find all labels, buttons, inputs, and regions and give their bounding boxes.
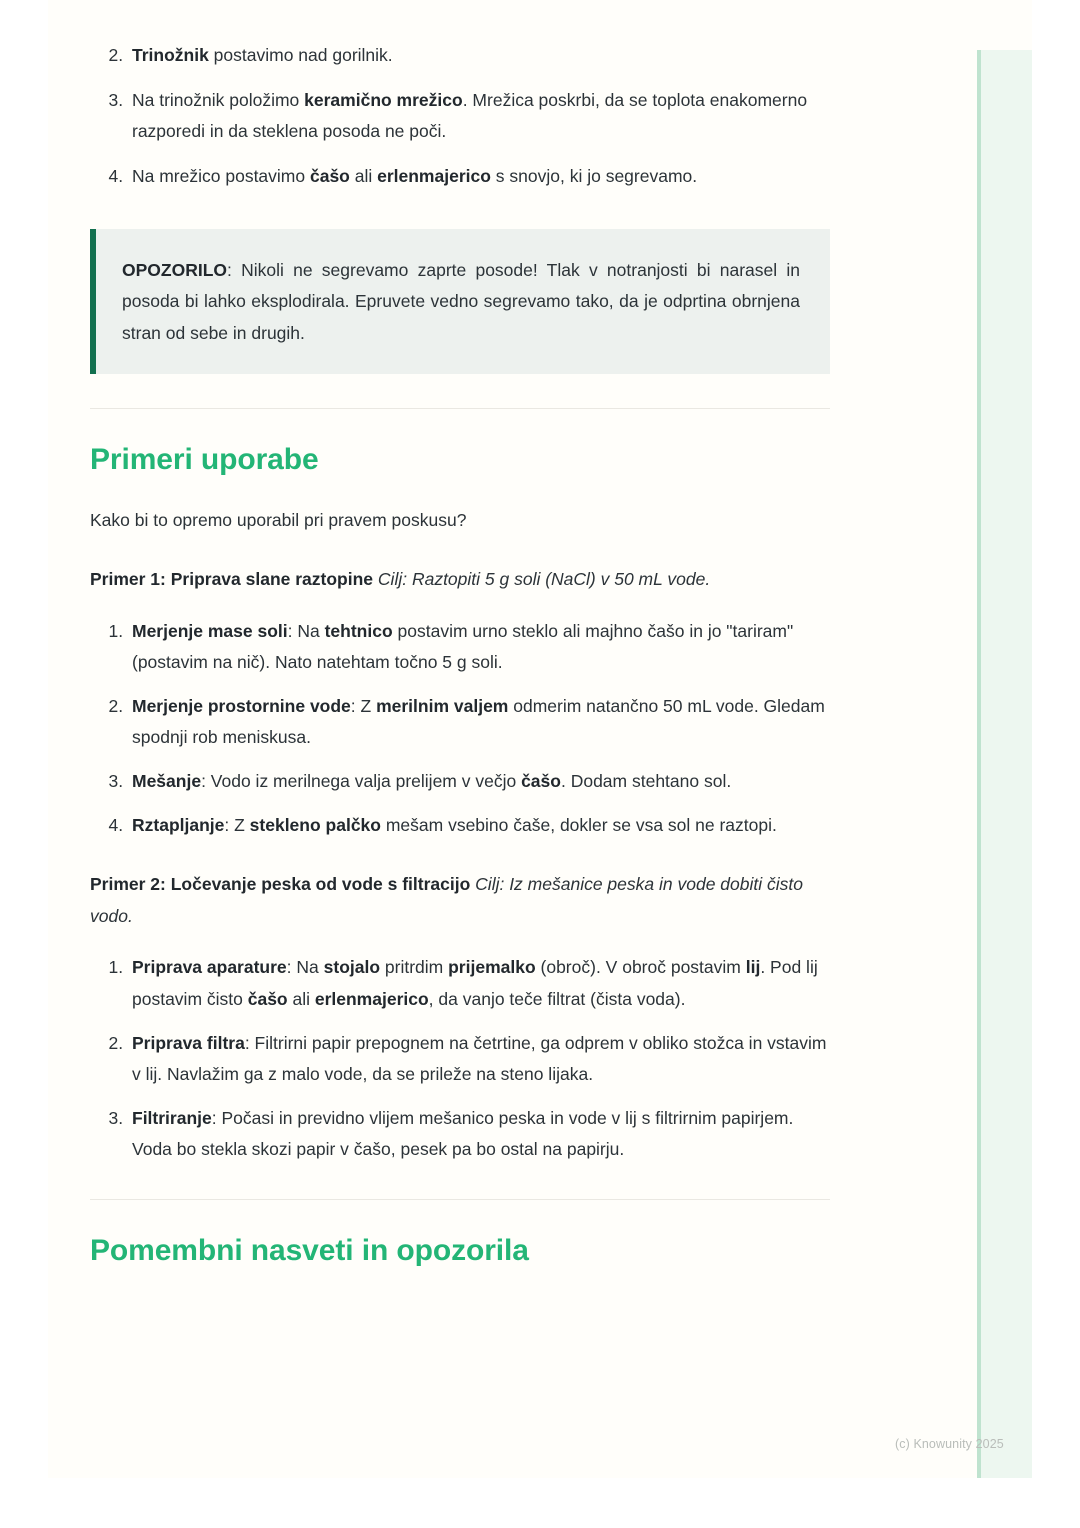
step-term-2: stojalo xyxy=(323,957,381,978)
list-item xyxy=(128,766,830,797)
section-divider xyxy=(90,408,830,409)
example-2-heading xyxy=(90,869,830,932)
step-term-2: stekleno palčko xyxy=(249,815,381,836)
step-text: : Počasi in previdno vlijem mešanico peska in vode v lij s filtrirnim papirjem. Voda bo stekla skozi papir v čašo, pesek pa bo ostal na papirju. xyxy=(132,1108,794,1160)
step-text-mid: : Na xyxy=(286,957,324,978)
step-term: Mešanje xyxy=(132,771,202,792)
step-text: : Filtrirni papir prepognem na četrtine, ga odprem v obliko stožca in vstavim v lij. Navlažim ga z malo vode, da se prileže na steno lijaka. xyxy=(132,1032,827,1084)
example-1-title: Primer 1: Priprava slane raztopine xyxy=(90,569,374,590)
step-text: s snovjo, ki jo segrevamo. xyxy=(490,166,698,187)
list-item xyxy=(128,691,830,753)
list-item xyxy=(128,1103,830,1165)
warning-body: : Nikoli ne segrevamo zaprte posode! Tlak v notranjosti bi narasel in posoda bi lahko eksplodirala. Epruvete vedno segrevamo tako, da je odprtina obrnjena stran od sebe in drugih. xyxy=(122,259,800,344)
spacer xyxy=(90,596,830,616)
examples-lead-text: Kako bi to opremo uporabil pri pravem poskusu? xyxy=(90,509,467,530)
step-text-mid: : Na xyxy=(287,620,325,641)
step-term-4: lij xyxy=(745,957,761,978)
step-term-2: erlenmajerico xyxy=(377,166,491,187)
step-text: . Dodam stehtano sol. xyxy=(560,771,732,792)
list-item xyxy=(128,810,830,841)
decorative-side-panel xyxy=(977,50,1032,1478)
spacer xyxy=(90,932,830,952)
warning-callout xyxy=(90,229,830,375)
example-2-goal: Cilj: Iz mešanice peska in vode dobiti čisto vodo. xyxy=(90,874,803,926)
example-1-heading xyxy=(90,564,830,596)
step-term: keramično mrežico xyxy=(304,90,463,111)
step-term: Trinožnik xyxy=(132,45,209,65)
step-text-mid-4: . Pod lij postavim čisto xyxy=(132,957,818,1009)
step-text-mid-5: ali xyxy=(287,988,315,1009)
step-term: Priprava aparature xyxy=(132,957,287,978)
warning-label: OPOZORILO xyxy=(122,259,227,280)
step-text: postavimo nad gorilnik. xyxy=(208,45,393,65)
warning-text xyxy=(122,255,800,351)
step-term-2: tehtnico xyxy=(324,620,393,641)
step-text-pre: Na mrežico postavimo xyxy=(132,166,310,187)
step-term: čašo xyxy=(309,166,350,187)
copyright-watermark: (c) Knowunity 2025 xyxy=(895,1437,1004,1451)
step-term-2: merilnim valjem xyxy=(376,695,509,716)
step-term-2: čašo xyxy=(521,771,561,792)
step-text: , da vanjo teče filtrat (čista voda). xyxy=(428,988,686,1009)
section-heading-tips: Pomembni nasveti in opozorila xyxy=(90,1234,529,1268)
step-term: Merjenje prostornine vode xyxy=(132,695,351,716)
step-term-6: erlenmajerico xyxy=(314,988,429,1009)
example-1-goal: Cilj: Raztopiti 5 g soli (NaCl) v 50 mL vode. xyxy=(377,569,711,590)
section-heading-examples: Primeri uporabe xyxy=(90,443,319,477)
intro-steps-list xyxy=(90,40,830,193)
list-item xyxy=(128,616,830,678)
step-term-3: prijemalko xyxy=(448,957,536,978)
step-term: Filtriranje xyxy=(132,1108,212,1128)
document-content xyxy=(90,40,830,1270)
list-item xyxy=(128,40,830,71)
step-text: mešam vsebino čaše, dokler se vsa sol ne raztopi. xyxy=(380,815,777,836)
step-term-5: čašo xyxy=(247,988,288,1009)
step-text-mid: : Z xyxy=(224,815,250,836)
step-text: odmerim natančno 50 mL vode. Gledam spodnji rob meniskusa. xyxy=(132,695,825,748)
step-text-mid: : Z xyxy=(350,695,377,716)
example-2-title: Primer 2: Ločevanje peska od vode s filtracijo xyxy=(90,874,471,895)
section-divider xyxy=(90,1199,830,1200)
list-item xyxy=(128,85,830,147)
step-text-mid: : Vodo iz merilnega valja prelijem v večjo xyxy=(201,771,522,792)
step-text: . Mrežica poskrbi, da se toplota enakomerno razporedi in da steklena posoda ne poči. xyxy=(132,90,808,142)
list-item xyxy=(128,1028,830,1090)
step-term: Merjenje mase soli xyxy=(132,620,288,641)
step-text-mid-2: pritrdim xyxy=(380,957,449,978)
step-text-pre: Na trinožnik položimo xyxy=(132,90,305,111)
example-1-steps-list xyxy=(90,616,830,842)
step-text-mid: ali xyxy=(349,166,378,187)
list-item xyxy=(128,161,830,192)
list-item xyxy=(128,952,830,1014)
example-2-steps-list xyxy=(90,952,830,1165)
step-term: Priprava filtra xyxy=(132,1032,245,1053)
step-term: Rztapljanje xyxy=(132,815,225,836)
step-text-mid-3: (obroč). V obroč postavim xyxy=(535,957,746,978)
step-text: postavim urno steklo ali majhno čašo in jo "tariram" (postavim na nič). Nato natehtam točno 5 g soli. xyxy=(132,620,794,672)
